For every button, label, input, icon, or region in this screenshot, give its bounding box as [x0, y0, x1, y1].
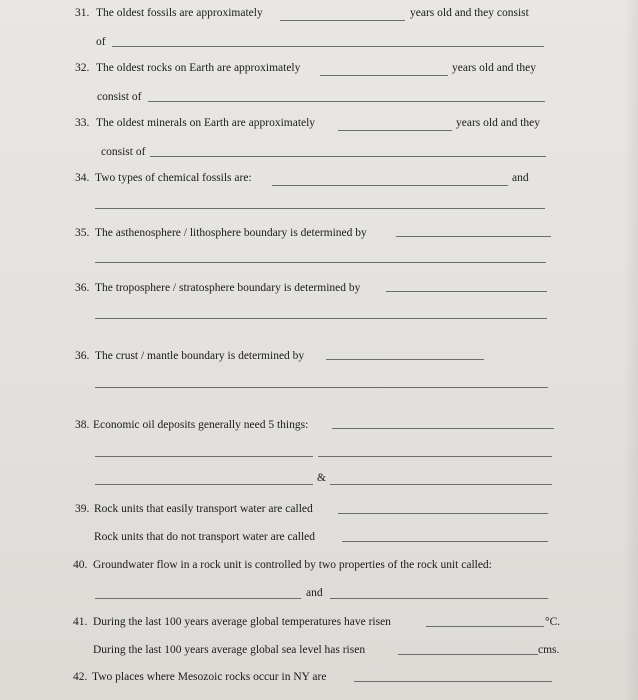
- q40-answer-blank-1[interactable]: [95, 598, 301, 599]
- q40-text: Groundwater flow in a rock unit is controlled by two properties of the rock unit called:: [93, 559, 492, 571]
- q32-continuation: consist of: [97, 91, 142, 103]
- q41-answer-blank-1[interactable]: [426, 626, 544, 627]
- q34-and: and: [512, 172, 529, 184]
- q31-answer-blank-1[interactable]: [280, 20, 405, 21]
- q39-number: 39.: [75, 503, 90, 515]
- q36a-number: 36.: [75, 282, 90, 294]
- q41-text-2: During the last 100 years average global sea level has risen: [93, 644, 366, 656]
- q33-tail: years old and they: [456, 117, 540, 129]
- q33-answer-blank-2[interactable]: [150, 156, 546, 157]
- q39-text-2: Rock units that do not transport water are called: [94, 531, 315, 543]
- q36b-answer-blank-2[interactable]: [95, 387, 548, 388]
- q32-tail: years old and they: [452, 62, 536, 74]
- q32-answer-blank-2[interactable]: [148, 101, 545, 102]
- q34-text: Two types of chemical fossils are:: [95, 172, 252, 184]
- q33-number: 33.: [75, 117, 90, 129]
- q38-answer-blank-3[interactable]: [318, 456, 552, 457]
- q40-and: and: [306, 587, 323, 599]
- q35-answer-blank-1[interactable]: [396, 236, 551, 237]
- q31-tail: years old and they consist: [410, 7, 529, 19]
- q31-answer-blank-2[interactable]: [112, 46, 544, 47]
- q38-answer-blank-4[interactable]: [95, 484, 313, 485]
- q38-ampersand: &: [317, 472, 326, 484]
- q34-number: 34.: [75, 172, 90, 184]
- q38-answer-blank-2[interactable]: [95, 456, 313, 457]
- q36a-answer-blank-2[interactable]: [95, 318, 547, 319]
- q33-answer-blank-1[interactable]: [338, 130, 452, 131]
- q41-text: During the last 100 years average global temperatures have risen: [93, 616, 391, 628]
- q40-answer-blank-2[interactable]: [330, 598, 548, 599]
- q42-answer-blank-1[interactable]: [354, 681, 552, 682]
- q32-number: 32.: [75, 62, 90, 74]
- q38-number: 38.: [75, 419, 90, 431]
- q36b-answer-blank-1[interactable]: [326, 359, 484, 360]
- q40-number: 40.: [73, 559, 88, 571]
- q41-number: 41.: [73, 616, 88, 628]
- q39-answer-blank-1[interactable]: [338, 513, 548, 514]
- q35-answer-blank-2[interactable]: [95, 262, 546, 263]
- q38-answer-blank-1[interactable]: [332, 428, 554, 429]
- q38-text: Economic oil deposits generally need 5 things:: [93, 419, 309, 431]
- q36b-number: 36.: [75, 350, 90, 362]
- q38-answer-blank-5[interactable]: [330, 484, 552, 485]
- q31-number: 31.: [75, 7, 90, 19]
- q34-answer-blank-1[interactable]: [272, 185, 508, 186]
- q36b-text: The crust / mantle boundary is determined by: [95, 350, 305, 362]
- q35-text: The asthenosphere / lithosphere boundary is determined by: [95, 227, 367, 239]
- q33-text: The oldest minerals on Earth are approximately: [96, 117, 316, 129]
- q39-answer-blank-2[interactable]: [342, 541, 548, 542]
- q34-answer-blank-2[interactable]: [95, 208, 545, 209]
- q41-unit-cms: cms.: [538, 644, 560, 656]
- q41-answer-blank-2[interactable]: [398, 654, 538, 655]
- q41-unit-celsius: °C.: [545, 616, 561, 628]
- q42-number: 42.: [73, 671, 88, 683]
- q39-text: Rock units that easily transport water are called: [94, 503, 313, 515]
- q31-continuation: of: [96, 36, 106, 48]
- q32-text: The oldest rocks on Earth are approximately: [96, 62, 301, 74]
- page-edge-shadow: [624, 0, 638, 700]
- q36a-answer-blank-1[interactable]: [386, 291, 547, 292]
- q42-text: Two places where Mesozoic rocks occur in NY are: [92, 671, 327, 683]
- q33-continuation: consist of: [101, 146, 146, 158]
- q36a-text: The troposphere / stratosphere boundary is determined by: [95, 282, 361, 294]
- q31-text: The oldest fossils are approximately: [96, 7, 263, 19]
- q35-number: 35.: [75, 227, 90, 239]
- q32-answer-blank-1[interactable]: [320, 75, 448, 76]
